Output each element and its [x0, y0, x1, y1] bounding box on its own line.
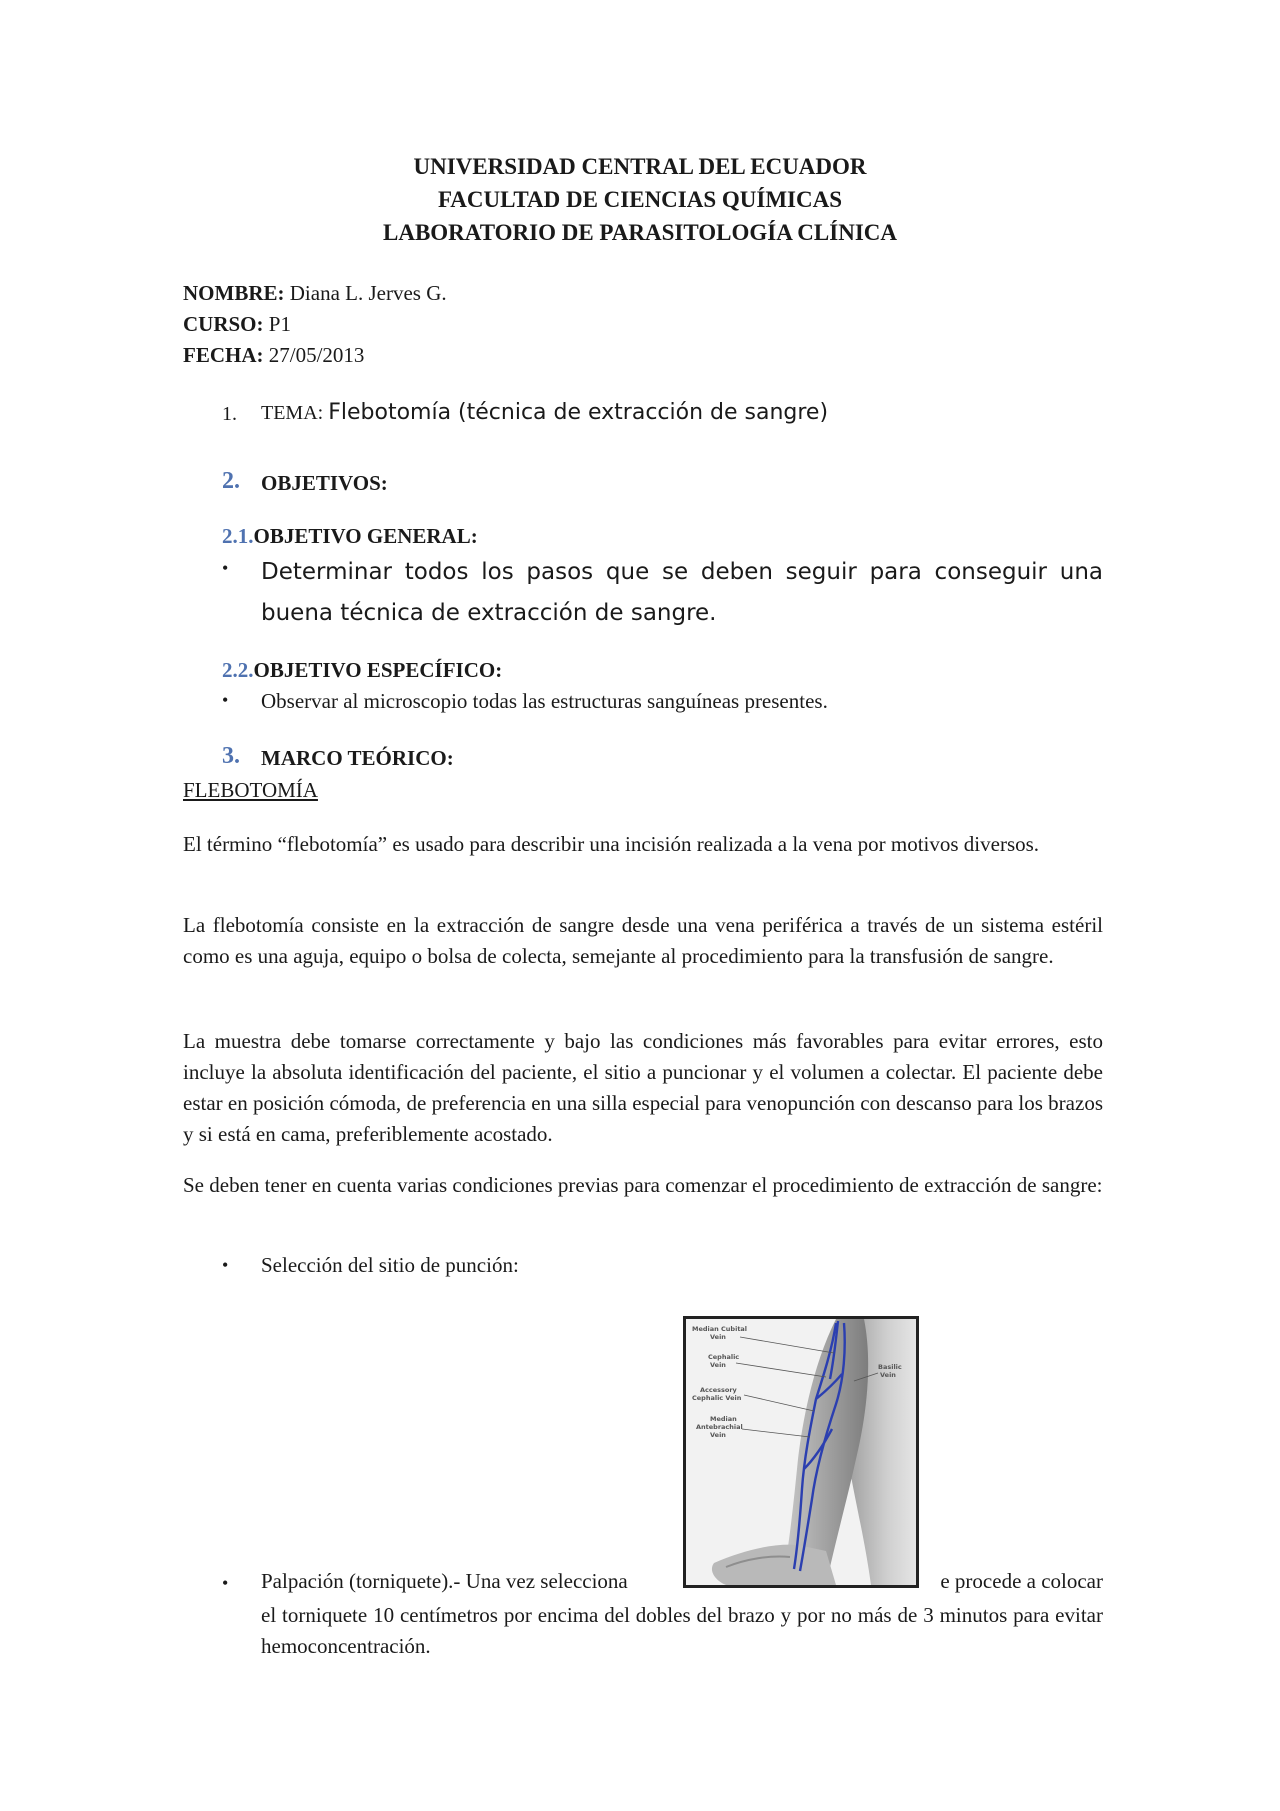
objetivos-number: 2.: [222, 468, 240, 494]
paragraph-2: La flebotomía consiste en la extracción de sangre desde una vena periférica a través de un sistema estéril como es una aguja, equipo o bolsa de colecta, semejante al procedimiento para la transfusión de sangre.: [183, 913, 1103, 968]
tema-number: 1.: [222, 403, 237, 425]
curso-row: [183, 309, 447, 340]
bullet-seleccion-sitio: Selección del sitio de punción:: [261, 1253, 519, 1277]
curso-label: CURSO:: [183, 312, 264, 336]
nombre-label: NOMBRE:: [183, 281, 285, 305]
flebotomia-subtitle: FLEBOTOMÍA: [183, 778, 318, 802]
laboratory-name: LABORATORIO DE PARASITOLOGÍA CLÍNICA: [383, 220, 897, 245]
tema-value: Flebotomía (técnica de extracción de sangre): [328, 400, 829, 425]
objetivos-title: OBJETIVOS:: [261, 471, 388, 495]
student-info: [183, 278, 447, 371]
label-accessory: Accessory: [700, 1386, 737, 1394]
label-median-cubital: Median Cubital: [692, 1325, 748, 1333]
label-basilic: Basilic: [878, 1363, 902, 1371]
objetivo-especifico-heading: [222, 658, 502, 683]
bullet-palpacion-line1-left: Palpación (torniquete).- Una vez selecciona: [261, 1569, 628, 1593]
paragraph-4: Se deben tener en cuenta varias condiciones previas para comenzar el procedimiento de extracción de sangre:: [183, 1173, 1103, 1197]
label-median-cubital-vein: Vein: [710, 1333, 726, 1341]
objetivo-general-line2: buena técnica de extracción de sangre.: [261, 600, 717, 626]
objetivo-especifico-title: OBJETIVO ESPECÍFICO:: [253, 658, 503, 682]
paragraph-3: La muestra debe tomarse correctamente y bajo las condiciones más favorables para evitar errores, esto incluye la absoluta identificación del paciente, el sitio a puncionar y el volumen a colectar. El paciente debe estar en posición cómoda, de preferencia en una silla especial para venopunción con descanso para los brazos y si está en cama, preferiblemente acostado.: [183, 1029, 1103, 1146]
marco-number: 3.: [222, 743, 240, 769]
objetivo-especifico-number: 2.2.: [222, 658, 254, 682]
nombre-row: [183, 278, 447, 309]
objetivo-general-text: [261, 552, 1103, 634]
tema-heading: [261, 400, 828, 425]
fecha-label: FECHA:: [183, 343, 264, 367]
fecha-value: 27/05/2013: [263, 343, 365, 367]
bullet-icon: •: [222, 690, 229, 710]
label-antebrachial-vein: Vein: [710, 1431, 726, 1439]
label-accessory-cephalic-vein: Cephalic Vein: [692, 1394, 742, 1402]
objetivo-general-number: 2.1.: [222, 524, 254, 548]
bullet-icon: •: [222, 558, 229, 578]
label-cephalic: Cephalic: [708, 1353, 740, 1361]
objetivo-general-heading: [222, 524, 478, 549]
bullet-icon: •: [222, 1255, 229, 1275]
university-name: UNIVERSIDAD CENTRAL DEL ECUADOR: [413, 154, 867, 179]
objetivo-general-title: OBJETIVO GENERAL:: [253, 524, 478, 548]
curso-value: P1: [263, 312, 291, 336]
tema-label: TEMA:: [261, 402, 329, 424]
objetivo-especifico-text: Observar al microscopio todas las estructuras sanguíneas presentes.: [261, 689, 828, 713]
faculty-name: FACULTAD DE CIENCIAS QUÍMICAS: [437, 187, 843, 212]
objetivo-general-line1: Determinar todos los pasos que se deben seguir para conseguir una: [261, 559, 1103, 585]
forearm-veins-illustration: [686, 1319, 916, 1585]
label-median: Median: [710, 1415, 737, 1423]
nombre-value: Diana L. Jerves G.: [284, 281, 447, 305]
fecha-row: [183, 340, 447, 371]
forearm-veins-figure: [683, 1316, 919, 1588]
label-cephalic-vein: Vein: [710, 1361, 726, 1369]
bullet-palpacion-rest: el torniquete 10 centímetros por encima del dobles del brazo y por no más de 3 minutos para evitar hemoconcentración.: [261, 1603, 1103, 1658]
paragraph-1: El término “flebotomía” es usado para describir una incisión realizada a la vena por motivos diversos.: [183, 832, 1040, 856]
document-header: [0, 150, 1280, 249]
label-antebrachial: Antebrachial: [696, 1423, 743, 1431]
bullet-icon: •: [222, 1573, 229, 1593]
label-basilic-vein: Vein: [880, 1371, 896, 1379]
bullet-palpacion-line1-right: e procede a colocar: [940, 1569, 1103, 1593]
marco-title: MARCO TEÓRICO:: [261, 746, 454, 770]
